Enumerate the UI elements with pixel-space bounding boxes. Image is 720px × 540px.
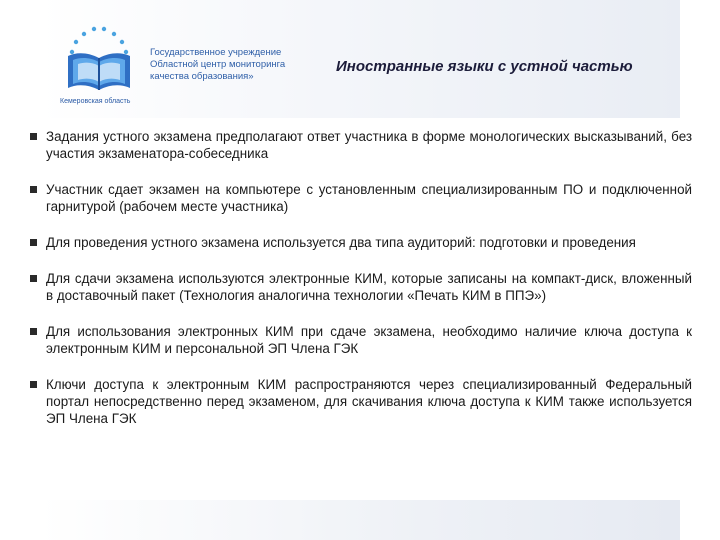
bullet-square-icon [30, 239, 37, 246]
footer-band [40, 500, 680, 540]
logo-region-caption: Кемеровская область [60, 98, 131, 105]
bullet-square-icon [30, 381, 37, 388]
organization-logo [58, 22, 140, 108]
bullet-item [30, 234, 692, 251]
bullet-text: Для сдачи экзамена используются электронные КИМ, которые записаны на компакт-диск, вложенный в доставочный пакет (Технология аналогична технологии «Печать КИМ в ППЭ») [46, 271, 692, 303]
bullet-text: Задания устного экзамена предполагают ответ участника в форме монологических высказываний, без участия экзаменатора-собеседника [46, 129, 692, 161]
bullet-item [30, 270, 692, 304]
organization-name [150, 47, 320, 83]
bullet-item [30, 376, 692, 427]
bullet-text: Ключи доступа к электронным КИМ распространяются через специализированный Федеральный портал непосредственно перед экзаменом, для скачивания ключа доступа к КИМ также используется ЭП Члена ГЭК [46, 377, 692, 426]
bullet-square-icon [30, 133, 37, 140]
bullet-item [30, 181, 692, 215]
bullet-text: Для использования электронных КИМ при сдаче экзамена, необходимо наличие ключа доступа к электронным КИМ и персональной ЭП Члена ГЭК [46, 324, 692, 356]
bullet-text: Для проведения устного экзамена используется два типа аудиторий: подготовки и проведения [46, 235, 636, 250]
bullet-list [30, 128, 692, 446]
org-name-line-2: Областной центр мониторинга [150, 59, 286, 70]
bullet-square-icon [30, 186, 37, 193]
bullet-item [30, 323, 692, 357]
bullet-item [30, 128, 692, 162]
bullet-text: Участник сдает экзамен на компьютере с установленным специализированным ПО и подключенной гарнитурой (рабочем месте участника) [46, 182, 692, 214]
bullet-square-icon [30, 328, 37, 335]
org-name-line-1: Государственное учреждение [150, 47, 282, 58]
bullet-square-icon [30, 275, 37, 282]
slide-title: Иностранные языки с устной частью [336, 58, 633, 75]
org-name-line-3: качества образования» [150, 71, 254, 82]
